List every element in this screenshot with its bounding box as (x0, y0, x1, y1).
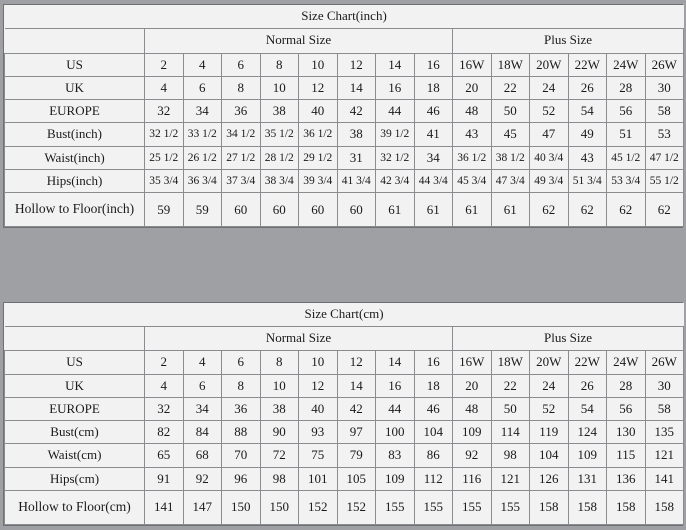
size-chart-cm (3, 302, 683, 526)
table-cell: 34 (414, 146, 453, 169)
table-cell: 51 3/4 (568, 170, 607, 193)
table-cell: 38 3/4 (260, 170, 299, 193)
table-cell: 6 (222, 351, 261, 374)
table-cell: 58 (645, 100, 684, 123)
chart-title: Size Chart(cm) (5, 303, 684, 327)
table-cell: 79 (337, 444, 376, 467)
table-cell: 158 (530, 491, 569, 525)
table-cell: 62 (607, 193, 646, 227)
table-row (5, 421, 684, 444)
table-cell: 92 (183, 467, 222, 490)
table-cell: 40 (299, 397, 338, 420)
table-cell: 30 (645, 76, 684, 99)
size-chart-cm-table (4, 303, 684, 525)
table-cell: 26 1/2 (183, 146, 222, 169)
table-cell: 112 (414, 467, 453, 490)
table-cell: 61 (376, 193, 415, 227)
table-cell: 155 (376, 491, 415, 525)
table-cell: 46 (414, 100, 453, 123)
row-label: US (5, 351, 145, 374)
table-cell: 36 1/2 (299, 123, 338, 146)
table-cell: 2 (145, 351, 184, 374)
table-cell: 20W (530, 53, 569, 76)
row-label: Hips(cm) (5, 467, 145, 490)
table-cell: 51 (607, 123, 646, 146)
table-cell: 60 (260, 193, 299, 227)
table-cell: 22W (568, 351, 607, 374)
table-cell: 4 (145, 76, 184, 99)
table-cell: 49 (568, 123, 607, 146)
table-cell: 131 (568, 467, 607, 490)
table-cell: 158 (568, 491, 607, 525)
table-cell: 83 (376, 444, 415, 467)
group-header-spacer (5, 326, 145, 350)
table-cell: 43 (453, 123, 492, 146)
table-cell: 36 3/4 (183, 170, 222, 193)
table-cell: 10 (260, 374, 299, 397)
table-cell: 12 (337, 53, 376, 76)
table-cell: 24W (607, 53, 646, 76)
table-cell: 70 (222, 444, 261, 467)
table-cell: 101 (299, 467, 338, 490)
table-row (5, 193, 684, 227)
table-cell: 47 (530, 123, 569, 146)
table-cell: 14 (337, 76, 376, 99)
table-cell: 10 (260, 76, 299, 99)
table-cell: 62 (568, 193, 607, 227)
table-row (5, 170, 684, 193)
table-cell: 45 (491, 123, 530, 146)
table-cell: 56 (607, 100, 646, 123)
table-cell: 35 1/2 (260, 123, 299, 146)
table-cell: 150 (222, 491, 261, 525)
table-cell: 12 (299, 76, 338, 99)
table-cell: 49 3/4 (530, 170, 569, 193)
table-cell: 12 (299, 374, 338, 397)
chart-title-row (5, 5, 684, 29)
table-cell: 8 (260, 53, 299, 76)
table-cell: 47 1/2 (645, 146, 684, 169)
group-header-label: Plus Size (453, 326, 684, 350)
table-cell: 155 (491, 491, 530, 525)
table-cell: 56 (607, 397, 646, 420)
table-cell: 16 (376, 374, 415, 397)
row-label: Waist(inch) (5, 146, 145, 169)
table-cell: 4 (183, 53, 222, 76)
row-label: EUROPE (5, 100, 145, 123)
table-cell: 75 (299, 444, 338, 467)
table-cell: 147 (183, 491, 222, 525)
table-cell: 82 (145, 421, 184, 444)
table-cell: 152 (299, 491, 338, 525)
table-cell: 16 (414, 351, 453, 374)
table-cell: 10 (299, 53, 338, 76)
table-row (5, 53, 684, 76)
table-cell: 48 (453, 397, 492, 420)
table-cell: 33 1/2 (183, 123, 222, 146)
table-cell: 6 (183, 374, 222, 397)
table-cell: 16 (414, 53, 453, 76)
table-cell: 121 (645, 444, 684, 467)
table-cell: 8 (222, 76, 261, 99)
table-cell: 61 (491, 193, 530, 227)
table-cell: 50 (491, 397, 530, 420)
table-cell: 47 3/4 (491, 170, 530, 193)
table-cell: 116 (453, 467, 492, 490)
table-cell: 109 (376, 467, 415, 490)
table-cell: 60 (222, 193, 261, 227)
table-cell: 16 (376, 76, 415, 99)
table-cell: 97 (337, 421, 376, 444)
table-cell: 26W (645, 351, 684, 374)
table-cell: 10 (299, 351, 338, 374)
table-row (5, 374, 684, 397)
table-cell: 14 (376, 53, 415, 76)
table-cell: 61 (414, 193, 453, 227)
table-cell: 22 (491, 374, 530, 397)
table-cell: 119 (530, 421, 569, 444)
table-cell: 93 (299, 421, 338, 444)
row-label: Bust(cm) (5, 421, 145, 444)
table-cell: 30 (645, 374, 684, 397)
table-cell: 18 (414, 76, 453, 99)
table-cell: 46 (414, 397, 453, 420)
table-cell: 38 (337, 123, 376, 146)
table-cell: 18W (491, 351, 530, 374)
table-cell: 16W (453, 351, 492, 374)
table-cell: 60 (337, 193, 376, 227)
table-cell: 104 (414, 421, 453, 444)
table-cell: 42 3/4 (376, 170, 415, 193)
table-cell: 130 (607, 421, 646, 444)
table-cell: 6 (183, 76, 222, 99)
table-cell: 91 (145, 467, 184, 490)
table-cell: 35 3/4 (145, 170, 184, 193)
table-cell: 86 (414, 444, 453, 467)
table-cell: 18W (491, 53, 530, 76)
table-cell: 38 (260, 397, 299, 420)
table-cell: 44 3/4 (414, 170, 453, 193)
table-cell: 16W (453, 53, 492, 76)
table-cell: 38 1/2 (491, 146, 530, 169)
table-cell: 98 (260, 467, 299, 490)
row-label: Hollow to Floor(inch) (5, 193, 145, 227)
table-cell: 8 (260, 351, 299, 374)
table-cell: 124 (568, 421, 607, 444)
row-label: Hollow to Floor(cm) (5, 491, 145, 525)
table-cell: 18 (414, 374, 453, 397)
table-cell: 41 (414, 123, 453, 146)
table-cell: 50 (491, 100, 530, 123)
table-cell: 20W (530, 351, 569, 374)
table-cell: 60 (299, 193, 338, 227)
row-label: UK (5, 76, 145, 99)
table-cell: 155 (414, 491, 453, 525)
table-cell: 68 (183, 444, 222, 467)
table-row (5, 123, 684, 146)
size-chart-cm-body (5, 303, 684, 525)
table-cell: 59 (145, 193, 184, 227)
table-cell: 45 3/4 (453, 170, 492, 193)
table-cell: 14 (376, 351, 415, 374)
table-cell: 22 (491, 76, 530, 99)
table-cell: 31 (337, 146, 376, 169)
table-cell: 100 (376, 421, 415, 444)
table-cell: 62 (645, 193, 684, 227)
table-cell: 26 (568, 76, 607, 99)
table-cell: 29 1/2 (299, 146, 338, 169)
table-cell: 104 (530, 444, 569, 467)
table-cell: 52 (530, 397, 569, 420)
table-cell: 65 (145, 444, 184, 467)
table-cell: 44 (376, 397, 415, 420)
table-cell: 32 1/2 (145, 123, 184, 146)
group-header-label: Normal Size (145, 326, 453, 350)
table-cell: 26 (568, 374, 607, 397)
table-cell: 24 (530, 76, 569, 99)
table-cell: 141 (145, 491, 184, 525)
table-cell: 28 1/2 (260, 146, 299, 169)
table-cell: 152 (337, 491, 376, 525)
table-row (5, 100, 684, 123)
row-label: EUROPE (5, 397, 145, 420)
table-cell: 37 3/4 (222, 170, 261, 193)
table-cell: 2 (145, 53, 184, 76)
table-cell: 40 (299, 100, 338, 123)
table-cell: 158 (607, 491, 646, 525)
table-cell: 12 (337, 351, 376, 374)
table-cell: 28 (607, 374, 646, 397)
table-cell: 26W (645, 53, 684, 76)
table-cell: 24W (607, 351, 646, 374)
table-cell: 27 1/2 (222, 146, 261, 169)
table-cell: 92 (453, 444, 492, 467)
table-cell: 88 (222, 421, 261, 444)
table-cell: 72 (260, 444, 299, 467)
table-cell: 32 (145, 100, 184, 123)
size-chart-inch (3, 4, 683, 228)
table-cell: 34 (183, 397, 222, 420)
group-header-label: Plus Size (453, 29, 684, 53)
table-cell: 32 1/2 (376, 146, 415, 169)
table-cell: 114 (491, 421, 530, 444)
table-row (5, 444, 684, 467)
table-cell: 4 (183, 351, 222, 374)
table-cell: 42 (337, 397, 376, 420)
table-cell: 45 1/2 (607, 146, 646, 169)
table-cell: 61 (453, 193, 492, 227)
row-label: Waist(cm) (5, 444, 145, 467)
table-cell: 141 (645, 467, 684, 490)
table-cell: 4 (145, 374, 184, 397)
table-cell: 24 (530, 374, 569, 397)
table-cell: 20 (453, 76, 492, 99)
table-cell: 109 (568, 444, 607, 467)
table-cell: 58 (645, 397, 684, 420)
size-chart-inch-table (4, 5, 684, 227)
table-row (5, 351, 684, 374)
table-cell: 22W (568, 53, 607, 76)
table-cell: 53 3/4 (607, 170, 646, 193)
table-cell: 84 (183, 421, 222, 444)
table-cell: 62 (530, 193, 569, 227)
table-row (5, 467, 684, 490)
table-cell: 43 (568, 146, 607, 169)
table-cell: 105 (337, 467, 376, 490)
table-cell: 109 (453, 421, 492, 444)
table-cell: 115 (607, 444, 646, 467)
table-row (5, 491, 684, 525)
table-cell: 40 3/4 (530, 146, 569, 169)
table-cell: 96 (222, 467, 261, 490)
table-cell: 135 (645, 421, 684, 444)
table-cell: 39 1/2 (376, 123, 415, 146)
chart-title: Size Chart(inch) (5, 5, 684, 29)
table-cell: 34 (183, 100, 222, 123)
table-cell: 38 (260, 100, 299, 123)
table-cell: 53 (645, 123, 684, 146)
table-cell: 41 3/4 (337, 170, 376, 193)
table-cell: 98 (491, 444, 530, 467)
group-header-spacer (5, 29, 145, 53)
table-cell: 32 (145, 397, 184, 420)
table-cell: 90 (260, 421, 299, 444)
row-label: Bust(inch) (5, 123, 145, 146)
table-row (5, 397, 684, 420)
table-cell: 6 (222, 53, 261, 76)
table-cell: 20 (453, 374, 492, 397)
row-label: Hips(inch) (5, 170, 145, 193)
table-cell: 54 (568, 397, 607, 420)
table-cell: 121 (491, 467, 530, 490)
table-cell: 36 (222, 100, 261, 123)
table-cell: 28 (607, 76, 646, 99)
table-cell: 55 1/2 (645, 170, 684, 193)
table-cell: 52 (530, 100, 569, 123)
row-label: UK (5, 374, 145, 397)
size-chart-inch-body (5, 5, 684, 227)
table-cell: 54 (568, 100, 607, 123)
table-cell: 155 (453, 491, 492, 525)
chart-title-row (5, 303, 684, 327)
table-cell: 25 1/2 (145, 146, 184, 169)
group-header-label: Normal Size (145, 29, 453, 53)
table-cell: 136 (607, 467, 646, 490)
table-cell: 126 (530, 467, 569, 490)
table-cell: 48 (453, 100, 492, 123)
table-cell: 44 (376, 100, 415, 123)
table-cell: 36 (222, 397, 261, 420)
group-header-row (5, 326, 684, 350)
table-cell: 34 1/2 (222, 123, 261, 146)
table-cell: 8 (222, 374, 261, 397)
table-row (5, 76, 684, 99)
table-cell: 158 (645, 491, 684, 525)
table-cell: 42 (337, 100, 376, 123)
table-cell: 150 (260, 491, 299, 525)
table-cell: 36 1/2 (453, 146, 492, 169)
table-row (5, 146, 684, 169)
table-cell: 39 3/4 (299, 170, 338, 193)
table-cell: 59 (183, 193, 222, 227)
row-label: US (5, 53, 145, 76)
group-header-row (5, 29, 684, 53)
table-cell: 14 (337, 374, 376, 397)
